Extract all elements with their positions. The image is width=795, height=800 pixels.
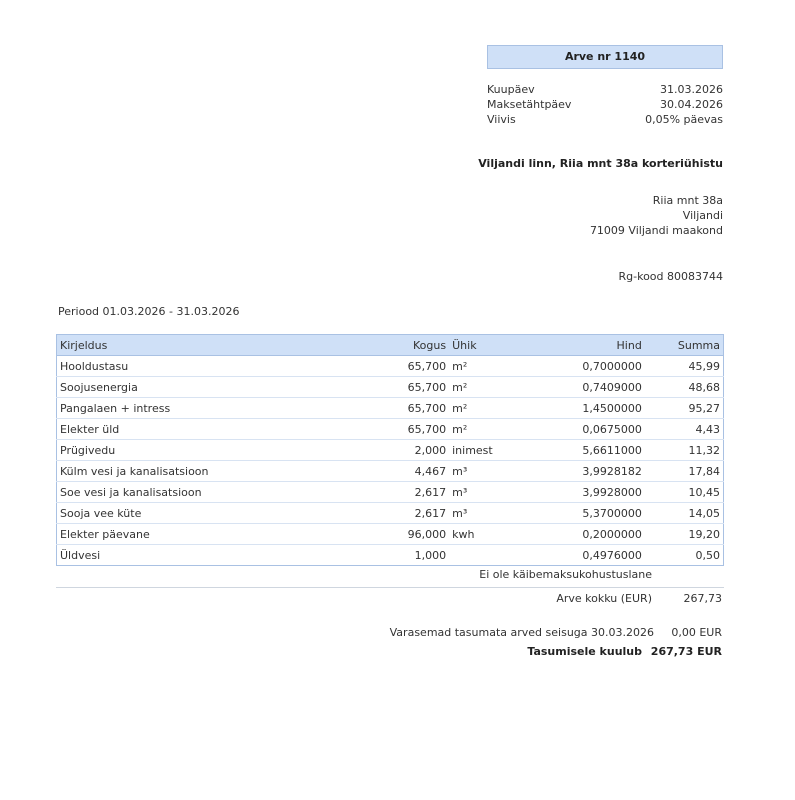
address-street: Riia mnt 38a	[652, 194, 723, 207]
row-description: Hooldustasu	[57, 356, 356, 377]
row-quantity: 2,617	[356, 482, 449, 503]
row-sum: 4,43	[658, 419, 724, 440]
table-row	[57, 398, 724, 419]
table-row	[57, 356, 724, 377]
row-quantity: 1,000	[356, 545, 449, 566]
items-table	[56, 334, 724, 566]
row-unit: m³	[449, 503, 524, 524]
header-sum: Summa	[658, 335, 724, 356]
row-quantity: 96,000	[356, 524, 449, 545]
row-quantity: 65,700	[356, 398, 449, 419]
header-price: Hind	[524, 335, 658, 356]
invoice-total-row	[400, 592, 722, 605]
table-row	[57, 545, 724, 566]
billing-period: Periood 01.03.2026 - 31.03.2026	[58, 305, 240, 318]
row-unit: m²	[449, 398, 524, 419]
row-unit	[449, 545, 524, 566]
row-price: 3,9928000	[524, 482, 658, 503]
invoice-date-label: Kuupäev	[487, 83, 535, 96]
table-row	[57, 482, 724, 503]
summary-divider	[56, 587, 724, 588]
row-unit: inimest	[449, 440, 524, 461]
row-sum: 48,68	[658, 377, 724, 398]
row-price: 0,4976000	[524, 545, 658, 566]
company-name: Viljandi linn, Riia mnt 38a korteriühistu	[478, 157, 723, 170]
invoice-title: Arve nr 1140	[487, 45, 723, 69]
row-sum: 19,20	[658, 524, 724, 545]
company-address	[590, 193, 723, 238]
row-quantity: 65,700	[356, 356, 449, 377]
due-date-value: 30.04.2026	[660, 98, 723, 111]
header-quantity: Kogus	[356, 335, 449, 356]
amount-due-label: Tasumisele kuulub	[527, 645, 642, 658]
row-sum: 95,27	[658, 398, 724, 419]
row-quantity: 65,700	[356, 377, 449, 398]
due-date-label: Maksetähtpäev	[487, 98, 572, 111]
address-city: Viljandi	[682, 209, 723, 222]
row-unit: m³	[449, 461, 524, 482]
invoice-total-label: Arve kokku (EUR)	[556, 592, 652, 605]
previous-unpaid-value: 0,00 EUR	[671, 626, 722, 639]
row-description: Prügivedu	[57, 440, 356, 461]
row-sum: 17,84	[658, 461, 724, 482]
row-price: 5,6611000	[524, 440, 658, 461]
row-description: Pangalaen + intress	[57, 398, 356, 419]
row-price: 1,4500000	[524, 398, 658, 419]
address-postal: 71009 Viljandi maakond	[589, 224, 723, 237]
row-description: Külm vesi ja kanalisatsioon	[57, 461, 356, 482]
invoice-date-value: 31.03.2026	[660, 83, 723, 96]
row-sum: 14,05	[658, 503, 724, 524]
row-unit: m³	[449, 482, 524, 503]
table-row	[57, 503, 724, 524]
vat-note: Ei ole käibemaksukohustuslane	[479, 568, 652, 581]
header-unit: Ühik	[449, 335, 524, 356]
row-price: 0,7000000	[524, 356, 658, 377]
table-row	[57, 440, 724, 461]
invoice-meta	[487, 82, 723, 127]
penalty-label: Viivis	[487, 113, 516, 126]
header-description: Kirjeldus	[57, 335, 356, 356]
row-price: 0,7409000	[524, 377, 658, 398]
row-sum: 0,50	[658, 545, 724, 566]
row-unit: m²	[449, 377, 524, 398]
row-description: Soe vesi ja kanalisatsioon	[57, 482, 356, 503]
invoice-total-value: 267,73	[683, 592, 722, 605]
row-quantity: 65,700	[356, 419, 449, 440]
row-price: 0,0675000	[524, 419, 658, 440]
registry-code: Rg-kood 80083744	[618, 270, 723, 283]
penalty-row	[487, 112, 723, 127]
amount-due-value: 267,73 EUR	[650, 645, 722, 658]
row-description: Sooja vee küte	[57, 503, 356, 524]
row-quantity: 2,617	[356, 503, 449, 524]
row-description: Elekter üld	[57, 419, 356, 440]
row-quantity: 2,000	[356, 440, 449, 461]
row-description: Soojusenergia	[57, 377, 356, 398]
row-sum: 45,99	[658, 356, 724, 377]
table-row	[57, 461, 724, 482]
invoice-date-row	[487, 82, 723, 97]
table-row	[57, 377, 724, 398]
penalty-value: 0,05% päevas	[645, 113, 723, 126]
table-row	[57, 419, 724, 440]
row-unit: m²	[449, 419, 524, 440]
row-sum: 10,45	[658, 482, 724, 503]
table-row	[57, 524, 724, 545]
due-date-row	[487, 97, 723, 112]
row-unit: m²	[449, 356, 524, 377]
row-price: 0,2000000	[524, 524, 658, 545]
row-unit: kwh	[449, 524, 524, 545]
amount-due-row	[400, 645, 722, 658]
row-sum: 11,32	[658, 440, 724, 461]
row-description: Elekter päevane	[57, 524, 356, 545]
row-price: 3,9928182	[524, 461, 658, 482]
previous-unpaid-label: Varasemad tasumata arved seisuga 30.03.2026	[389, 626, 654, 639]
table-header-row	[57, 335, 724, 356]
previous-unpaid-row	[350, 626, 722, 639]
row-quantity: 4,467	[356, 461, 449, 482]
row-price: 5,3700000	[524, 503, 658, 524]
row-description: Üldvesi	[57, 545, 356, 566]
